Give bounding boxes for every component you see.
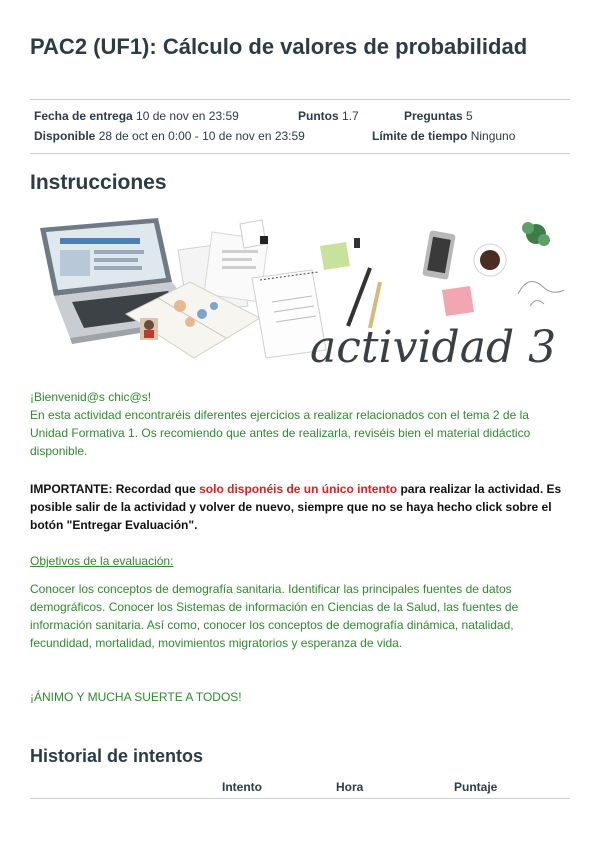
available-value: 28 de oct en 0:00 - 10 de nov en 23:59: [98, 129, 305, 143]
availability: [34, 128, 305, 144]
important-highlight: solo disponéis de un único intento: [199, 482, 398, 496]
greeting-text: ¡Bienvenid@s chic@s!: [30, 390, 152, 404]
column-time: Hora: [336, 780, 364, 794]
objectives-text: Conocer los conceptos de demografía sanitaria. Identificar las principales fuentes de datos demográficos. Conocer los Sistemas de información en Ciencias de la Salud, las fuentes de información sanitaria. Así como, conocer los conceptos de demografía dinámica, natalidad, fecundidad, mortalidad, movimientos migratorios y esperanza de vida.: [30, 582, 519, 650]
coffee-cup-illustration: [474, 244, 506, 276]
page-title: PAC2 (UF1): Cálculo de valores de probabilidad: [30, 34, 528, 59]
due-label: Fecha de entrega: [34, 109, 133, 123]
pens-illustration: [348, 268, 380, 328]
column-attempt: Intento: [222, 780, 262, 794]
time-limit-label: Límite de tiempo: [372, 129, 468, 143]
small-card-illustration: [240, 220, 268, 248]
objectives-heading: Objetivos de la evaluación:: [30, 554, 174, 568]
available-label: Disponible: [34, 129, 96, 143]
divider-meta: [30, 153, 570, 154]
due-date: [34, 108, 239, 124]
important-suffix: para realizar la actividad. Es posible salir de la actividad y volver de nuevo, siempre que no se haya hecho click sobre el botón "Entregar Evaluación".: [30, 482, 562, 532]
points-value: 1.7: [342, 109, 359, 123]
time-limit-value: Ninguno: [470, 129, 516, 143]
plant-illustration: [522, 222, 550, 246]
important-prefix: IMPORTANTE: Recordad que: [30, 482, 200, 496]
activity-banner-image: [30, 210, 570, 378]
questions-label: Preguntas: [404, 109, 463, 123]
divider-top: [30, 99, 570, 100]
column-score: Puntaje: [454, 780, 498, 794]
due-value: 10 de nov en 23:59: [136, 109, 239, 123]
questions-value: 5: [466, 109, 473, 123]
banner-text: actividad 3: [310, 322, 557, 373]
history-table-divider: [30, 798, 570, 799]
closing-text: ¡ÁNIMO Y MUCHA SUERTE A TODOS!: [30, 690, 242, 704]
time-limit: [372, 128, 515, 144]
intro-text: En esta actividad encontraréis diferentes ejercicios a realizar relacionados con el tema 2 de la Unidad Formativa 1. Os recomiendo que antes de realizarla, reviséis bien el material didáctico disponible.: [30, 408, 531, 458]
history-heading: Historial de intentos: [30, 746, 204, 766]
questions: [404, 108, 473, 124]
instructions-heading: Instrucciones: [30, 171, 167, 194]
important-notice: [30, 480, 570, 534]
phone-illustration: [422, 230, 456, 280]
points-label: Puntos: [298, 109, 339, 123]
line-drawing-illustration: [518, 282, 564, 307]
points: [298, 108, 359, 124]
